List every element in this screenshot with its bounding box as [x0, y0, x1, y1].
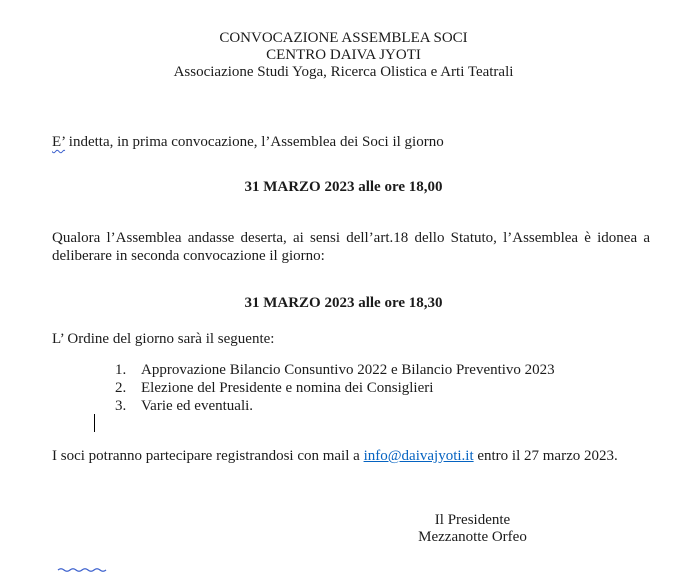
registration-text-after: entro il 27 marzo 2023. — [473, 448, 618, 464]
agenda-item-number: 3. — [115, 398, 127, 414]
header-subtitle: Associazione Studi Yoga, Ricerca Olistica e Arti Teatrali — [173, 64, 514, 80]
header-title: CONVOCAZIONE ASSEMBLEA SOCI — [219, 30, 468, 46]
agenda-item-text: Elezione del Presidente e nomina dei Consiglieri — [141, 380, 434, 396]
grammar-flagged-word: E’ — [52, 134, 66, 150]
registration-text-before: I soci potranno partecipare registrandosi con mail a — [52, 448, 364, 464]
second-convocation-date: 31 MARZO 2023 alle ore 18,30 — [244, 295, 443, 311]
intro-paragraph — [52, 133, 649, 151]
agenda-item-number: 2. — [115, 380, 127, 396]
registration-paragraph — [52, 447, 667, 465]
agenda-item-text: Varie ed eventuali. — [141, 398, 254, 414]
grammar-squiggle-mark — [57, 567, 107, 573]
text-cursor — [94, 414, 95, 432]
agenda-item — [0, 379, 687, 397]
agenda-item — [0, 361, 687, 379]
signature-block — [380, 512, 565, 546]
agenda-list — [0, 361, 687, 415]
signature-name: Mezzanotte Orfeo — [418, 529, 527, 545]
agenda-intro: L’ Ordine del giorno sarà il seguente: — [52, 331, 275, 347]
agenda-item-text: Approvazione Bilancio Consuntivo 2022 e Bilancio Preventivo 2023 — [141, 362, 555, 378]
agenda-item — [0, 397, 687, 415]
second-convocation-paragraph: Qualora l’Assemblea andasse deserta, ai sensi dell’art.18 dello Statuto, l’Assemblea è idonea a deliberare in seconda convocazione il giorno: — [52, 230, 650, 264]
email-link[interactable]: info@daivajyoti.it — [363, 448, 474, 464]
agenda-item-number: 1. — [115, 362, 127, 378]
intro-paragraph-text: indetta, in prima convocazione, l’Assemblea dei Soci il giorno — [65, 134, 444, 150]
first-convocation-date: 31 MARZO 2023 alle ore 18,00 — [244, 179, 443, 195]
signature-title: Il Presidente — [434, 512, 511, 528]
document-header — [0, 30, 687, 81]
header-org-name: CENTRO DAIVA JYOTI — [266, 47, 421, 63]
